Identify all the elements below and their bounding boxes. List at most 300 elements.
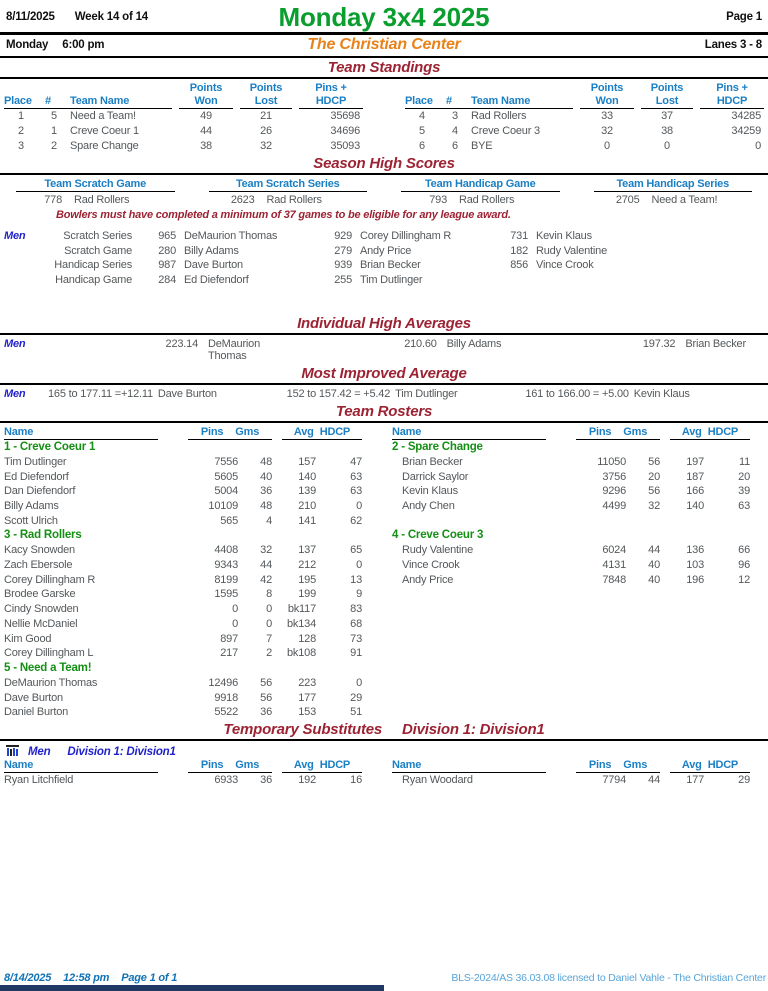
- points-won-cell: 44: [200, 125, 212, 137]
- score-value: 965: [158, 230, 176, 242]
- player-name-cell: Nellie McDaniel: [4, 617, 78, 630]
- substitutes-division-label: Division 1: Division1: [67, 745, 176, 758]
- roster-player-row: [392, 455, 764, 470]
- most-improved-average-title: Most Improved Average: [0, 364, 768, 385]
- pins-cell: 0: [232, 617, 238, 630]
- substitutes-gender-label: Men: [28, 745, 51, 758]
- games-cell: 44: [648, 774, 660, 787]
- points-lost-cell: 37: [661, 110, 673, 122]
- high-score-entry: [496, 258, 672, 273]
- roster-column-right: [392, 528, 764, 587]
- team-number-cell: 1: [51, 125, 57, 137]
- week-indicator: Week 14 of 14: [74, 11, 148, 23]
- bowling-center-name: The Christian Center: [307, 36, 461, 53]
- col-header-team-number: #: [446, 95, 452, 107]
- games-cell: 44: [260, 559, 272, 572]
- handicap-cell: 96: [738, 559, 750, 572]
- most-improved-entry: [287, 388, 526, 400]
- average-cell: 141: [298, 514, 316, 527]
- bowler-name: Dave Burton: [184, 259, 243, 272]
- bowler-name: Corey Dillingham R: [360, 230, 452, 242]
- col-header-hdcp: HDCP: [319, 759, 351, 772]
- season-high-column: [389, 178, 572, 206]
- player-name-cell: Rudy Valentine: [402, 544, 473, 557]
- col-header-pins-hdcp: Pins + HDCP: [299, 82, 363, 109]
- standings-row: [4, 139, 363, 154]
- standings-half-rgt: [405, 82, 764, 154]
- most-improved-entry: [525, 388, 764, 400]
- handicap-cell: 16: [350, 774, 362, 787]
- bowlers-icon: [6, 745, 19, 758]
- col-header-pins: Pins: [588, 425, 612, 438]
- player-name-cell: Ed Diefendorf: [4, 470, 69, 483]
- games-cell: 40: [648, 573, 660, 586]
- score-category-label: Handicap Series: [54, 259, 132, 272]
- handicap-cell: 68: [350, 617, 362, 630]
- col-header-hdcp: HDCP: [319, 425, 351, 438]
- roster-player-row: [4, 558, 376, 573]
- pins-cell: 565: [220, 514, 238, 527]
- report-date: 8/11/2025: [6, 11, 55, 23]
- roster-team-name: 2 - Spare Change: [392, 440, 483, 453]
- points-lost-cell: 0: [664, 140, 670, 152]
- roster-header-row: [4, 759, 376, 773]
- average-cell: 195: [298, 573, 316, 586]
- improvement-value: 152 to 157.42 = +5.42: [286, 387, 391, 400]
- handicap-cell: 66: [738, 544, 750, 557]
- col-header-team-name: Team Name: [471, 95, 531, 107]
- average-cell: bk108: [287, 647, 316, 660]
- division-label: Division 1: Division1: [402, 721, 545, 739]
- handicap-cell: 63: [350, 485, 362, 498]
- col-header-team-name: Team Name: [70, 95, 130, 107]
- league-title: Monday 3x4 2025: [278, 2, 490, 32]
- gender-label: Men: [4, 230, 26, 242]
- average-cell: 103: [686, 559, 704, 572]
- team-name-cell: Need a Team!: [70, 110, 136, 122]
- pins-cell: 3756: [602, 470, 626, 483]
- handicap-cell: 47: [350, 455, 362, 468]
- individual-high-averages-title: Individual High Averages: [0, 314, 768, 335]
- roster-header-row: [4, 426, 376, 440]
- games-cell: 0: [266, 603, 272, 616]
- points-won-cell: 32: [601, 125, 613, 137]
- high-score-entry: [144, 244, 320, 259]
- player-name-cell: Kim Good: [4, 632, 52, 645]
- col-header-gms: Gms: [623, 759, 648, 772]
- score-value: 929: [334, 230, 352, 242]
- games-cell: 4: [266, 514, 272, 527]
- season-high-column: [4, 178, 187, 206]
- season-high-entry: [197, 192, 380, 206]
- games-cell: 2: [266, 647, 272, 660]
- score-value: 939: [334, 259, 352, 272]
- team-standings-table: [0, 79, 768, 154]
- roster-player-row: [392, 558, 764, 573]
- player-name-cell: Ryan Litchfield: [4, 774, 74, 787]
- season-high-team-scores: [0, 175, 768, 206]
- games-cell: 56: [648, 455, 660, 468]
- standings-name-headers: [4, 95, 172, 109]
- roster-player-row: [4, 587, 376, 602]
- report-header-row-1: [0, 0, 768, 35]
- points-won-cell: 49: [200, 110, 212, 122]
- handicap-cell: 0: [356, 559, 362, 572]
- men-high-score-row: [4, 244, 764, 259]
- season-high-category-header: Team Handicap Series: [594, 178, 753, 192]
- handicap-cell: 0: [356, 499, 362, 512]
- roster-player-row: [392, 470, 764, 485]
- pins-cell: 7848: [602, 573, 626, 586]
- average-cell: 187: [686, 470, 704, 483]
- men-high-score-row: [4, 229, 764, 244]
- roster-player-row: [392, 773, 764, 788]
- games-cell: 40: [260, 470, 272, 483]
- bowler-name: Dave Burton: [157, 387, 217, 400]
- season-high-value: 2623: [230, 194, 255, 206]
- substitutes-column-right: [392, 773, 764, 788]
- average-cell: 140: [298, 470, 316, 483]
- average-cell: 139: [298, 485, 316, 498]
- points-won-cell: 0: [604, 140, 610, 152]
- pins-hdcp-cell: 34696: [330, 125, 360, 137]
- col-header-pins: Pins: [200, 425, 224, 438]
- season-high-category-header: Team Scratch Game: [16, 178, 175, 192]
- team-name-cell: BYE: [471, 140, 493, 152]
- gender-label: [4, 244, 48, 259]
- games-cell: 7: [266, 632, 272, 645]
- pins-hdcp-cell: 34285: [731, 110, 761, 122]
- handicap-cell: 9: [356, 588, 362, 601]
- pins-cell: 6024: [602, 544, 626, 557]
- score-value: 182: [510, 244, 528, 257]
- pins-cell: 5605: [214, 470, 238, 483]
- bowler-name: Vince Crook: [536, 259, 594, 272]
- standings-row: [405, 139, 764, 154]
- report-footer: [0, 972, 768, 985]
- col-header-name: Name: [4, 759, 158, 773]
- col-header-avg-hdcp: [282, 426, 362, 440]
- high-score-entry: [144, 273, 320, 288]
- bowler-name: Brian Becker: [360, 259, 421, 272]
- player-name-cell: Daniel Burton: [4, 706, 69, 719]
- high-average-entry: [525, 338, 764, 362]
- handicap-cell: 29: [350, 691, 362, 704]
- points-won-cell: 38: [200, 140, 212, 152]
- team-name-cell: Spare Change: [70, 140, 139, 152]
- high-score-entry: [320, 258, 496, 273]
- average-value: 223.14: [165, 337, 198, 350]
- roster-player-row: [4, 470, 376, 485]
- average-cell: 140: [686, 499, 704, 512]
- score-value: 284: [158, 274, 176, 287]
- pins-cell: 897: [220, 632, 238, 645]
- pins-cell: 5522: [214, 706, 238, 719]
- handicap-cell: 91: [350, 647, 362, 660]
- place-cell: 4: [419, 110, 425, 122]
- season-high-category-header: Team Scratch Series: [209, 178, 368, 192]
- points-lost-cell: 21: [260, 110, 272, 122]
- bowler-name: Kevin Klaus: [536, 230, 592, 242]
- col-header-pins-gms: [576, 759, 660, 773]
- season-high-value: 793: [429, 194, 447, 206]
- season-high-category-header: Team Handicap Game: [401, 178, 560, 192]
- col-header-pins: Pins: [200, 759, 224, 772]
- team-number-cell: 5: [51, 110, 57, 122]
- pins-hdcp-cell: 34259: [731, 125, 761, 137]
- col-header-hdcp: HDCP: [707, 759, 739, 772]
- score-category-label: Scratch Game: [64, 244, 132, 257]
- roster-player-row: [392, 484, 764, 499]
- average-cell: bk134: [287, 617, 316, 630]
- high-score-entry: [496, 229, 672, 244]
- player-name-cell: Brian Becker: [402, 455, 463, 468]
- roster-column-headers: [0, 423, 768, 440]
- average-cell: 192: [298, 774, 316, 787]
- season-high-column: [582, 178, 765, 206]
- pins-cell: 11050: [597, 455, 626, 468]
- men-high-scores-block: [0, 221, 768, 288]
- handicap-cell: 20: [738, 470, 750, 483]
- col-header-hdcp: HDCP: [707, 425, 739, 438]
- standings-row: [4, 109, 363, 124]
- player-name-cell: Andy Chen: [402, 499, 455, 512]
- player-name-cell: Kacy Snowden: [4, 544, 75, 557]
- season-high-entry: [582, 192, 765, 206]
- bottom-edge-bar: [0, 985, 384, 991]
- pins-hdcp-cell: 0: [755, 140, 761, 152]
- gender-label: [4, 258, 48, 273]
- col-header-points-lost: Points Lost: [240, 82, 292, 109]
- temporary-substitutes-label: Temporary Substitutes: [223, 721, 383, 739]
- roster-player-row: [4, 514, 376, 529]
- score-value: 279: [334, 244, 352, 257]
- pins-cell: 9918: [214, 691, 238, 704]
- col-header-avg-hdcp: [670, 426, 750, 440]
- roster-column-right: [392, 440, 764, 514]
- high-average-entry: [287, 338, 526, 362]
- pins-hdcp-cell: 35698: [330, 110, 360, 122]
- substitutes-table: [0, 773, 768, 788]
- average-cell: bk117: [287, 603, 316, 616]
- standings-row: [4, 124, 363, 139]
- handicap-cell: 0: [356, 676, 362, 689]
- col-header-team-number: #: [45, 95, 51, 107]
- high-score-entry: [320, 229, 496, 244]
- handicap-cell: 83: [350, 603, 362, 616]
- games-cell: 48: [260, 455, 272, 468]
- league-start-time: 6:00 pm: [62, 39, 105, 51]
- average-cell: 128: [298, 632, 316, 645]
- bowler-name: Rudy Valentine: [536, 244, 607, 257]
- individual-high-averages-row: [0, 335, 768, 364]
- pins-cell: 4408: [214, 544, 238, 557]
- standings-header-row: [4, 82, 363, 109]
- average-cell: 153: [298, 706, 316, 719]
- pins-cell: 5004: [214, 485, 238, 498]
- col-header-points-lost: Points Lost: [641, 82, 693, 109]
- season-high-value: 2705: [615, 194, 640, 206]
- pins-hdcp-cell: 35093: [330, 140, 360, 152]
- roster-band: [4, 661, 764, 720]
- col-header-name: Name: [392, 426, 546, 440]
- roster-header-row: [392, 426, 764, 440]
- games-cell: 56: [260, 676, 272, 689]
- men-high-score-row: [4, 258, 764, 273]
- high-average-entry: [48, 338, 287, 362]
- roster-player-row: [4, 676, 376, 691]
- average-cell: 210: [298, 499, 316, 512]
- games-cell: 56: [648, 485, 660, 498]
- most-improved-entry: [48, 388, 287, 400]
- roster-player-row: [4, 573, 376, 588]
- col-header-avg: Avg: [293, 759, 314, 772]
- player-name-cell: Andy Price: [402, 573, 454, 586]
- pins-cell: 9296: [602, 485, 626, 498]
- roster-player-row: [4, 602, 376, 617]
- handicap-cell: 29: [738, 774, 750, 787]
- team-number-cell: 6: [452, 140, 458, 152]
- bowler-name: Tim Dutlinger: [395, 387, 458, 400]
- page-number: Page 1: [726, 11, 762, 23]
- pins-cell: 0: [232, 603, 238, 616]
- handicap-cell: 12: [738, 573, 750, 586]
- roster-player-row: [392, 543, 764, 558]
- league-day: Monday: [6, 39, 49, 51]
- team-rosters-table: [0, 440, 768, 720]
- player-name-cell: Dave Burton: [4, 691, 63, 704]
- improvement-value: 161 to 166.00 = +5.00: [525, 387, 629, 400]
- place-cell: 6: [419, 140, 425, 152]
- col-header-gms: Gms: [235, 425, 260, 438]
- pins-cell: 10109: [208, 499, 238, 512]
- col-header-points-won: Points Won: [179, 82, 233, 109]
- roster-player-row: [392, 499, 764, 514]
- pins-cell: 6933: [214, 774, 238, 787]
- average-cell: 199: [298, 588, 316, 601]
- games-cell: 36: [260, 706, 272, 719]
- software-license-text: BLS-2024/AS 36.03.08 licensed to Daniel Vahle - The Christian Center: [451, 972, 766, 984]
- player-name-cell: Cindy Snowden: [4, 603, 79, 616]
- substitutes-group-row: [0, 741, 768, 759]
- pins-cell: 7794: [602, 774, 626, 787]
- roster-player-row: [4, 499, 376, 514]
- pins-cell: 1595: [214, 588, 238, 601]
- team-name-cell: Rad Rollers: [471, 110, 527, 122]
- season-high-value: 778: [44, 194, 62, 206]
- roster-team-name: 4 - Creve Coeur 3: [392, 529, 484, 542]
- player-name-cell: Zach Ebersole: [4, 559, 73, 572]
- col-header-name: Name: [4, 426, 158, 440]
- bowler-name: Kevin Klaus: [633, 387, 690, 400]
- high-score-entry: [320, 273, 496, 288]
- handicap-cell: 13: [350, 573, 362, 586]
- roster-band: [4, 440, 764, 529]
- high-score-entry: [320, 244, 496, 259]
- col-header-avg-hdcp: [670, 759, 750, 773]
- team-number-cell: 3: [452, 110, 458, 122]
- score-value: 280: [158, 244, 176, 257]
- score-value: 856: [510, 259, 528, 272]
- blank-space: [0, 788, 768, 972]
- points-lost-cell: 26: [260, 125, 272, 137]
- games-cell: 20: [648, 470, 660, 483]
- gender-label: [4, 273, 48, 288]
- place-cell: 2: [18, 125, 24, 137]
- roster-player-row: [4, 455, 376, 470]
- roster-player-row: [4, 632, 376, 647]
- average-cell: 197: [686, 455, 704, 468]
- team-number-cell: 4: [452, 125, 458, 137]
- roster-column-right: [392, 661, 764, 675]
- pins-cell: 4131: [602, 559, 626, 572]
- improvement-value: 165 to 177.11 =+12.11: [48, 387, 153, 400]
- games-cell: 56: [260, 691, 272, 704]
- roster-player-row: [4, 646, 376, 661]
- footer-page-count: Page 1 of 1: [121, 972, 178, 984]
- games-cell: 36: [260, 485, 272, 498]
- roster-player-row: [4, 543, 376, 558]
- player-name-cell: Corey Dillingham R: [4, 573, 96, 586]
- standings-name-headers: [405, 95, 573, 109]
- temporary-substitutes-title: [0, 720, 768, 741]
- standings-header-row: [405, 82, 764, 109]
- player-name-cell: DeMaurion Thomas: [4, 676, 98, 689]
- games-cell: 36: [260, 774, 272, 787]
- high-score-entry: [496, 244, 672, 259]
- average-cell: 177: [298, 691, 316, 704]
- roster-band: [4, 528, 764, 661]
- col-header-avg: Avg: [681, 759, 702, 772]
- games-cell: 42: [260, 573, 272, 586]
- points-lost-cell: 32: [260, 140, 272, 152]
- average-value: 210.60: [404, 337, 437, 350]
- roster-column-left: [4, 528, 376, 661]
- bowler-name: Ed Diefendorf: [184, 274, 249, 287]
- handicap-cell: 63: [738, 499, 750, 512]
- col-header-points-won: Points Won: [580, 82, 634, 109]
- games-cell: 44: [648, 544, 660, 557]
- roster-team-name: 3 - Rad Rollers: [4, 529, 82, 542]
- player-name-cell: Dan Diefendorf: [4, 485, 76, 498]
- roster-player-row: [4, 691, 376, 706]
- team-rosters-title: Team Rosters: [0, 402, 768, 423]
- bowler-name: Andy Price: [360, 244, 412, 257]
- player-name-cell: Kevin Klaus: [402, 485, 458, 498]
- col-header-pins-hdcp: Pins + HDCP: [700, 82, 764, 109]
- roster-player-row: [4, 705, 376, 720]
- gender-label: Men: [4, 387, 26, 400]
- eligibility-note: Bowlers must have completed a minimum of 37 games to be eligible for any league award.: [56, 209, 511, 221]
- points-lost-cell: 38: [661, 125, 673, 137]
- season-high-team-name: Rad Rollers: [266, 194, 322, 206]
- substitutes-column-left: [4, 773, 376, 788]
- season-high-entry: [4, 192, 187, 206]
- col-header-pins-gms: [188, 759, 272, 773]
- standings-half-lft: [4, 82, 389, 154]
- team-name-cell: Creve Coeur 1: [70, 125, 139, 137]
- footer-print-date: 8/14/2025: [4, 972, 52, 984]
- col-header-place: Place: [4, 95, 32, 107]
- col-header-place: Place: [405, 95, 433, 107]
- roster-player-row: [4, 484, 376, 499]
- average-value: 197.32: [642, 337, 676, 350]
- handicap-cell: 62: [350, 514, 362, 527]
- games-cell: 0: [266, 617, 272, 630]
- season-high-scores-title: Season High Scores: [0, 154, 768, 175]
- standings-row: [405, 124, 764, 139]
- bowler-name: Billy Adams: [184, 244, 239, 257]
